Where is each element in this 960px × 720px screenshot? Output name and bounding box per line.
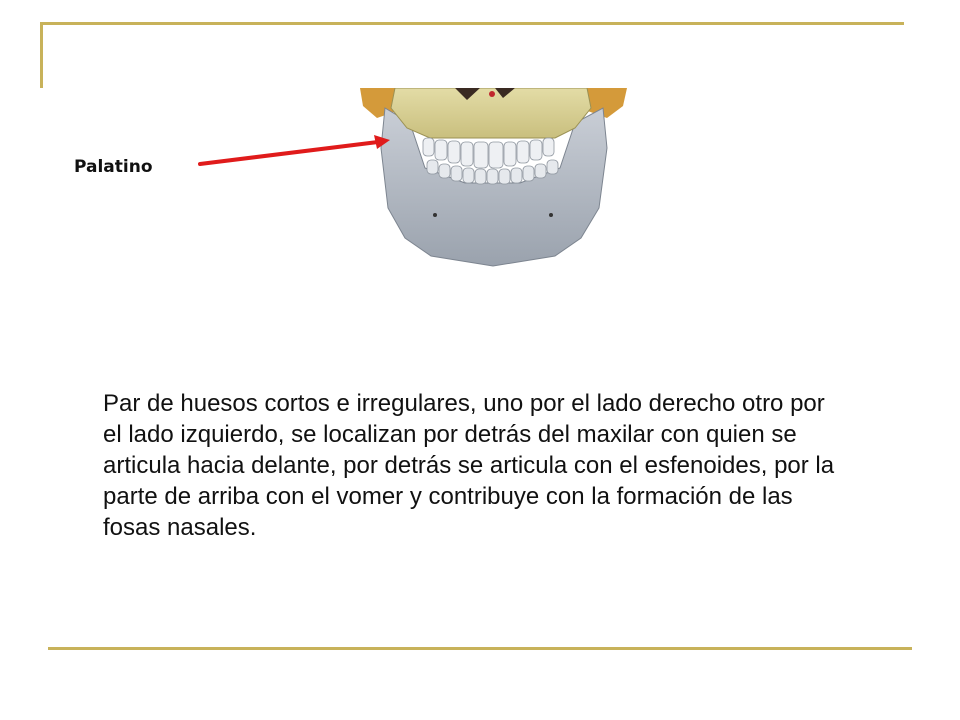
slide-frame-bottom-line [48, 647, 912, 650]
slide-frame-top-line [40, 22, 904, 25]
skull-jaw-illustration [355, 88, 630, 268]
palatino-label: Palatino [74, 157, 153, 177]
slide-frame-left-line [40, 22, 43, 88]
red-arrow-icon [190, 125, 400, 175]
description-paragraph: Par de huesos cortos e irregulares, uno por el lado derecho otro por el lado izquierdo, se localizan por detrás del maxilar con quien se articula hacia delante, por detrás se articula con el esfenoides, por la parte de arriba con el vomer y contribuye con la formación de las fosas nasales. [103, 390, 835, 541]
